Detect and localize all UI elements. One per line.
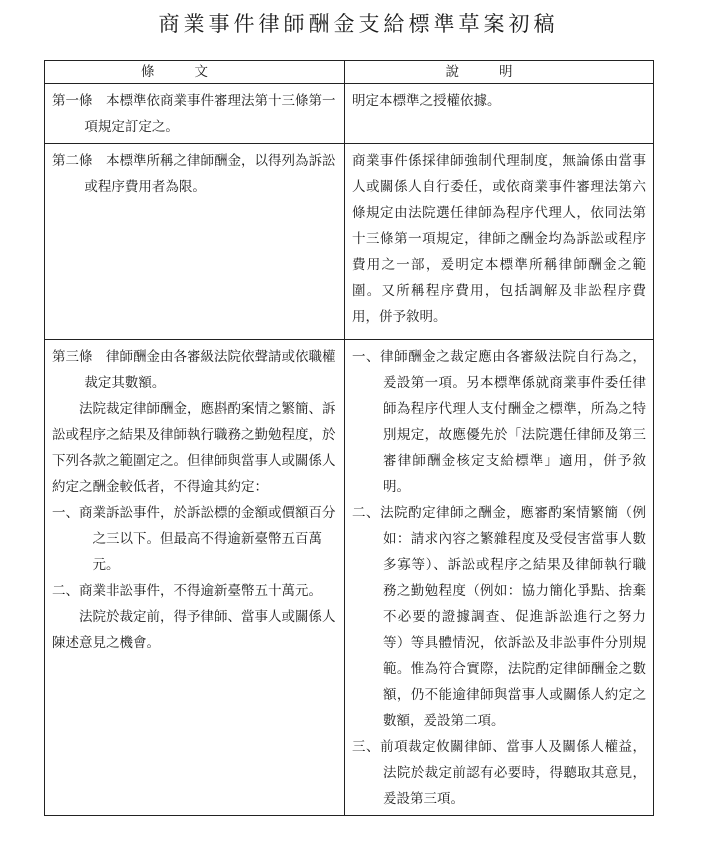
page-title: 商業事件律師酬金支給標準草案初稿: [158, 12, 559, 36]
article-3-item-2: 二、商業非訟事件，不得逾新臺幣五十萬元。: [52, 583, 322, 599]
header-explanation: 說明: [345, 61, 654, 84]
article-1-cell: [45, 84, 345, 144]
article-1-text: 第一條 本標準依商業事件審理法第十三條第一項規定訂定之。: [52, 93, 336, 135]
explanation-2-text: 商業事件係採律師強制代理制度，無論係由當事人或關係人自行委任，或依商業事件審理法第六條規定由法院選任律師為程序代理人，依同法第十三條第一項規定，律師之酬金均為訴訟或程序費用之一部，爰明定本標準所稱律師酬金之範圍。又所稱程序費用，包括調解及非訟程序費用，併予敘明。: [352, 153, 646, 325]
article-3-label: 第三條: [52, 349, 93, 365]
explanation-3-cell: [345, 340, 654, 816]
article-3-text: 第三條 律師酬金由各審級法院依聲請或依職權裁定其數額。: [52, 349, 336, 391]
article-2-cell: [45, 144, 345, 340]
article-3-cell: [45, 340, 345, 816]
article-2-label: 第二條: [52, 153, 93, 169]
article-2-text: 第二條 本標準所稱之律師酬金，以得列為訴訟或程序費用者為限。: [52, 153, 336, 195]
header-row: [45, 61, 654, 84]
article-3-para2: 法院裁定律師酬金，應斟酌案情之繁簡、訴訟或程序之結果及律師執行職務之勤勉程度，於下列各款之範圍定之。但律師與當事人或關係人約定之酬金較低者，不得逾其約定：: [52, 401, 336, 495]
table-row: [45, 84, 654, 144]
explanation-3-item-3: 三、前項裁定攸關律師、當事人及關係人權益，法院於裁定前認有必要時，得聽取其意見，爰設第三項。: [352, 739, 647, 807]
explanation-3-item-2: 二、法院酌定律師之酬金，應審酌案情繁簡（例如：請求內容之繁雜程度及受侵害當事人數多寡等）、訴訟或程序之結果及律師執行職務之勤勉程度（例如：協力簡化爭點、捨棄不必要的證據調查、促進訴訟進行之努力等）等具體情況，依訴訟及非訟事件分別規範。惟為符合實際，法院酌定律師酬金之數額，仍不能逾律師與當事人或關係人約定之數額，爰設第二項。: [352, 505, 647, 729]
header-articles: 條文: [45, 61, 345, 84]
table-row: [45, 144, 654, 340]
explanation-1-text: 明定本標準之授權依據。: [352, 93, 501, 109]
table-row: [45, 340, 654, 816]
regulation-table: [44, 60, 654, 816]
article-3-item-1: 一、商業訴訟事件，於訴訟標的金額或價額百分之三以下。但最高不得逾新臺幣五百萬元。: [52, 505, 336, 573]
article-3-para3: 法院於裁定前，得予律師、當事人或關係人陳述意見之機會。: [52, 609, 336, 651]
explanation-3-item-1: 一、律師酬金之裁定應由各審級法院自行為之，爰設第一項。另本標準係就商業事件委任律師為程序代理人支付酬金之標準，所為之特別規定，故應優先於「法院選任律師及第三審律師酬金核定支給標準」適用，併予敘明。: [352, 349, 647, 495]
article-1-label: 第一條: [52, 93, 93, 109]
explanation-1-cell: [345, 84, 654, 144]
explanation-2-cell: [345, 144, 654, 340]
